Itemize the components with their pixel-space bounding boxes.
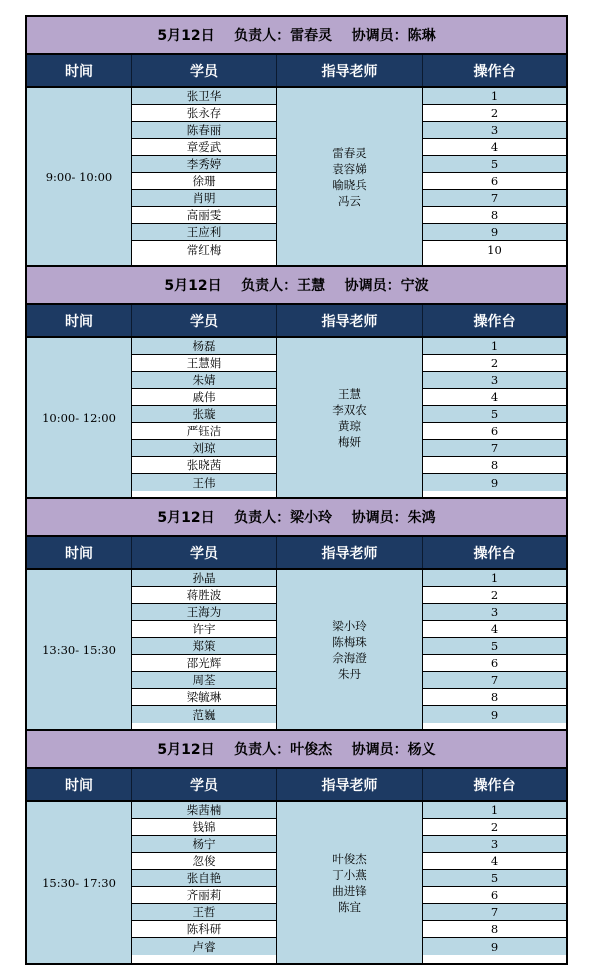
student-cell: 梁毓琳 bbox=[132, 689, 276, 706]
header-teacher: 指导老师 bbox=[277, 305, 423, 336]
header-teacher: 指导老师 bbox=[277, 55, 423, 86]
desk-column bbox=[423, 338, 566, 497]
lead-name: 王慧 bbox=[297, 278, 326, 294]
table-header-row bbox=[27, 305, 566, 338]
table-header-row bbox=[27, 55, 566, 88]
coord-label: 协调员： bbox=[351, 742, 408, 758]
table-header-row bbox=[27, 537, 566, 570]
coord-name: 杨义 bbox=[407, 742, 436, 758]
desk-cell: 7 bbox=[423, 672, 566, 689]
coord-name: 朱鸿 bbox=[407, 510, 436, 526]
teacher-name: 丁小燕 bbox=[332, 867, 367, 882]
desk-cell: 1 bbox=[423, 338, 566, 355]
teacher-name: 陈宜 bbox=[338, 899, 361, 914]
desk-cell: 1 bbox=[423, 570, 566, 587]
student-cell: 张璇 bbox=[132, 406, 276, 423]
student-cell: 齐丽莉 bbox=[132, 887, 276, 904]
student-cell: 邵光辉 bbox=[132, 655, 276, 672]
student-cell: 王伟 bbox=[132, 474, 276, 491]
session-date: 5月12日 bbox=[157, 742, 215, 758]
coord-label: 协调员： bbox=[344, 278, 401, 294]
desk-cell: 9 bbox=[423, 938, 566, 955]
student-cell: 陈春丽 bbox=[132, 122, 276, 139]
student-cell: 杨磊 bbox=[132, 338, 276, 355]
student-cell: 张自艳 bbox=[132, 870, 276, 887]
time-slot-cell: 10:00- 12:00 bbox=[27, 338, 132, 497]
desk-cell: 6 bbox=[423, 173, 566, 190]
teacher-name: 曲进锋 bbox=[332, 883, 367, 898]
student-cell: 王慧娟 bbox=[132, 355, 276, 372]
desk-cell: 5 bbox=[423, 406, 566, 423]
coord-name: 宁波 bbox=[400, 278, 429, 294]
desk-cell: 2 bbox=[423, 105, 566, 122]
student-cell: 张永存 bbox=[132, 105, 276, 122]
desk-cell: 5 bbox=[423, 870, 566, 887]
session-body bbox=[27, 338, 566, 499]
time-slot-cell: 9:00- 10:00 bbox=[27, 88, 132, 265]
desk-cell: 1 bbox=[423, 802, 566, 819]
student-cell: 蒋胜波 bbox=[132, 587, 276, 604]
desk-cell: 7 bbox=[423, 190, 566, 207]
session-title-bar bbox=[27, 17, 566, 55]
student-cell: 徐珊 bbox=[132, 173, 276, 190]
header-teacher: 指导老师 bbox=[277, 769, 423, 800]
lead-name: 叶俊杰 bbox=[290, 742, 333, 758]
student-cell: 章爱武 bbox=[132, 139, 276, 156]
teacher-name: 梅妍 bbox=[338, 434, 361, 449]
header-student: 学员 bbox=[132, 769, 277, 800]
header-time: 时间 bbox=[27, 305, 132, 336]
session-title-bar bbox=[27, 267, 566, 305]
lead-name: 梁小玲 bbox=[290, 510, 333, 526]
session-block bbox=[27, 17, 566, 267]
desk-column bbox=[423, 88, 566, 265]
student-cell: 钱锦 bbox=[132, 819, 276, 836]
desk-cell: 9 bbox=[423, 706, 566, 723]
header-time: 时间 bbox=[27, 769, 132, 800]
student-cell: 刘琼 bbox=[132, 440, 276, 457]
header-teacher: 指导老师 bbox=[277, 537, 423, 568]
student-cell: 陈科研 bbox=[132, 921, 276, 938]
header-desk: 操作台 bbox=[473, 777, 516, 794]
student-cell: 常红梅 bbox=[132, 241, 276, 258]
student-cell: 柴茜楠 bbox=[132, 802, 276, 819]
student-cell: 郑策 bbox=[132, 638, 276, 655]
desk-cell: 10 bbox=[423, 241, 566, 258]
desk-cell: 3 bbox=[423, 836, 566, 853]
teacher-name: 雷春灵 bbox=[332, 145, 367, 160]
header-time: 时间 bbox=[27, 55, 132, 86]
session-block bbox=[27, 731, 566, 963]
student-cell: 孙晶 bbox=[132, 570, 276, 587]
session-title-bar bbox=[27, 499, 566, 537]
table-header-row bbox=[27, 769, 566, 802]
desk-cell: 8 bbox=[423, 921, 566, 938]
lead-label: 负责人： bbox=[234, 28, 291, 44]
desk-cell: 6 bbox=[423, 655, 566, 672]
teacher-cell bbox=[277, 802, 423, 963]
teacher-cell bbox=[277, 570, 423, 729]
student-cell: 卢睿 bbox=[132, 938, 276, 955]
desk-cell: 3 bbox=[423, 372, 566, 389]
student-cell: 严钰洁 bbox=[132, 423, 276, 440]
schedule-sheet bbox=[25, 15, 568, 965]
coord-label: 协调员： bbox=[351, 28, 408, 44]
session-title-bar bbox=[27, 731, 566, 769]
student-cell: 戚伟 bbox=[132, 389, 276, 406]
teacher-name: 叶俊杰 bbox=[332, 851, 367, 866]
desk-cell: 8 bbox=[423, 207, 566, 224]
teacher-name: 佘海澄 bbox=[332, 650, 367, 665]
desk-cell: 3 bbox=[423, 122, 566, 139]
coord-label: 协调员： bbox=[351, 510, 408, 526]
session-body bbox=[27, 570, 566, 731]
student-cell: 王海为 bbox=[132, 604, 276, 621]
lead-name: 雷春灵 bbox=[290, 28, 333, 44]
session-body bbox=[27, 88, 566, 267]
teacher-name: 黄琼 bbox=[338, 418, 361, 433]
student-column bbox=[132, 88, 277, 265]
student-column bbox=[132, 338, 277, 497]
desk-cell: 6 bbox=[423, 887, 566, 904]
lead-label: 负责人： bbox=[234, 742, 291, 758]
student-cell: 张卫华 bbox=[132, 88, 276, 105]
student-cell: 王应利 bbox=[132, 224, 276, 241]
desk-cell: 9 bbox=[423, 474, 566, 491]
header-desk: 操作台 bbox=[473, 63, 516, 80]
header-desk: 操作台 bbox=[473, 313, 516, 330]
student-cell: 李秀婷 bbox=[132, 156, 276, 173]
desk-cell: 5 bbox=[423, 156, 566, 173]
session-body bbox=[27, 802, 566, 963]
time-slot-cell: 13:30- 15:30 bbox=[27, 570, 132, 729]
teacher-name: 梁小玲 bbox=[332, 618, 367, 633]
header-desk: 操作台 bbox=[473, 545, 516, 562]
desk-cell: 3 bbox=[423, 604, 566, 621]
header-student: 学员 bbox=[132, 537, 277, 568]
desk-cell: 4 bbox=[423, 853, 566, 870]
student-column bbox=[132, 802, 277, 963]
student-cell: 范巍 bbox=[132, 706, 276, 723]
desk-cell: 8 bbox=[423, 457, 566, 474]
teacher-cell bbox=[277, 88, 423, 265]
teacher-name: 李双农 bbox=[332, 402, 367, 417]
session-date: 5月12日 bbox=[164, 278, 222, 294]
student-cell: 忽俊 bbox=[132, 853, 276, 870]
desk-cell: 1 bbox=[423, 88, 566, 105]
student-cell: 王哲 bbox=[132, 904, 276, 921]
teacher-name: 朱丹 bbox=[338, 666, 361, 681]
student-cell: 许宇 bbox=[132, 621, 276, 638]
student-cell: 高丽雯 bbox=[132, 207, 276, 224]
header-student: 学员 bbox=[132, 305, 277, 336]
session-block bbox=[27, 267, 566, 499]
teacher-name: 冯云 bbox=[338, 193, 361, 208]
desk-column bbox=[423, 570, 566, 729]
student-cell: 肖明 bbox=[132, 190, 276, 207]
session-date: 5月12日 bbox=[157, 510, 215, 526]
teacher-name: 王慧 bbox=[338, 386, 361, 401]
session-date: 5月12日 bbox=[157, 28, 215, 44]
student-cell: 周荃 bbox=[132, 672, 276, 689]
time-slot-cell: 15:30- 17:30 bbox=[27, 802, 132, 963]
desk-cell: 8 bbox=[423, 689, 566, 706]
student-cell: 杨宁 bbox=[132, 836, 276, 853]
desk-column bbox=[423, 802, 566, 963]
desk-cell: 4 bbox=[423, 389, 566, 406]
session-block bbox=[27, 499, 566, 731]
student-column bbox=[132, 570, 277, 729]
header-time: 时间 bbox=[27, 537, 132, 568]
desk-cell: 2 bbox=[423, 587, 566, 604]
teacher-name: 陈梅珠 bbox=[332, 634, 367, 649]
header-student: 学员 bbox=[132, 55, 277, 86]
student-cell: 朱婧 bbox=[132, 372, 276, 389]
desk-cell: 4 bbox=[423, 139, 566, 156]
lead-label: 负责人： bbox=[234, 510, 291, 526]
desk-cell: 5 bbox=[423, 638, 566, 655]
teacher-name: 喻晓兵 bbox=[332, 177, 367, 192]
teacher-name: 袁容娣 bbox=[332, 161, 367, 176]
student-cell: 张晓茜 bbox=[132, 457, 276, 474]
teacher-cell bbox=[277, 338, 423, 497]
coord-name: 陈琳 bbox=[407, 28, 436, 44]
desk-cell: 7 bbox=[423, 440, 566, 457]
desk-cell: 7 bbox=[423, 904, 566, 921]
desk-cell: 4 bbox=[423, 621, 566, 638]
desk-cell: 9 bbox=[423, 224, 566, 241]
lead-label: 负责人： bbox=[241, 278, 298, 294]
desk-cell: 2 bbox=[423, 819, 566, 836]
desk-cell: 2 bbox=[423, 355, 566, 372]
desk-cell: 6 bbox=[423, 423, 566, 440]
